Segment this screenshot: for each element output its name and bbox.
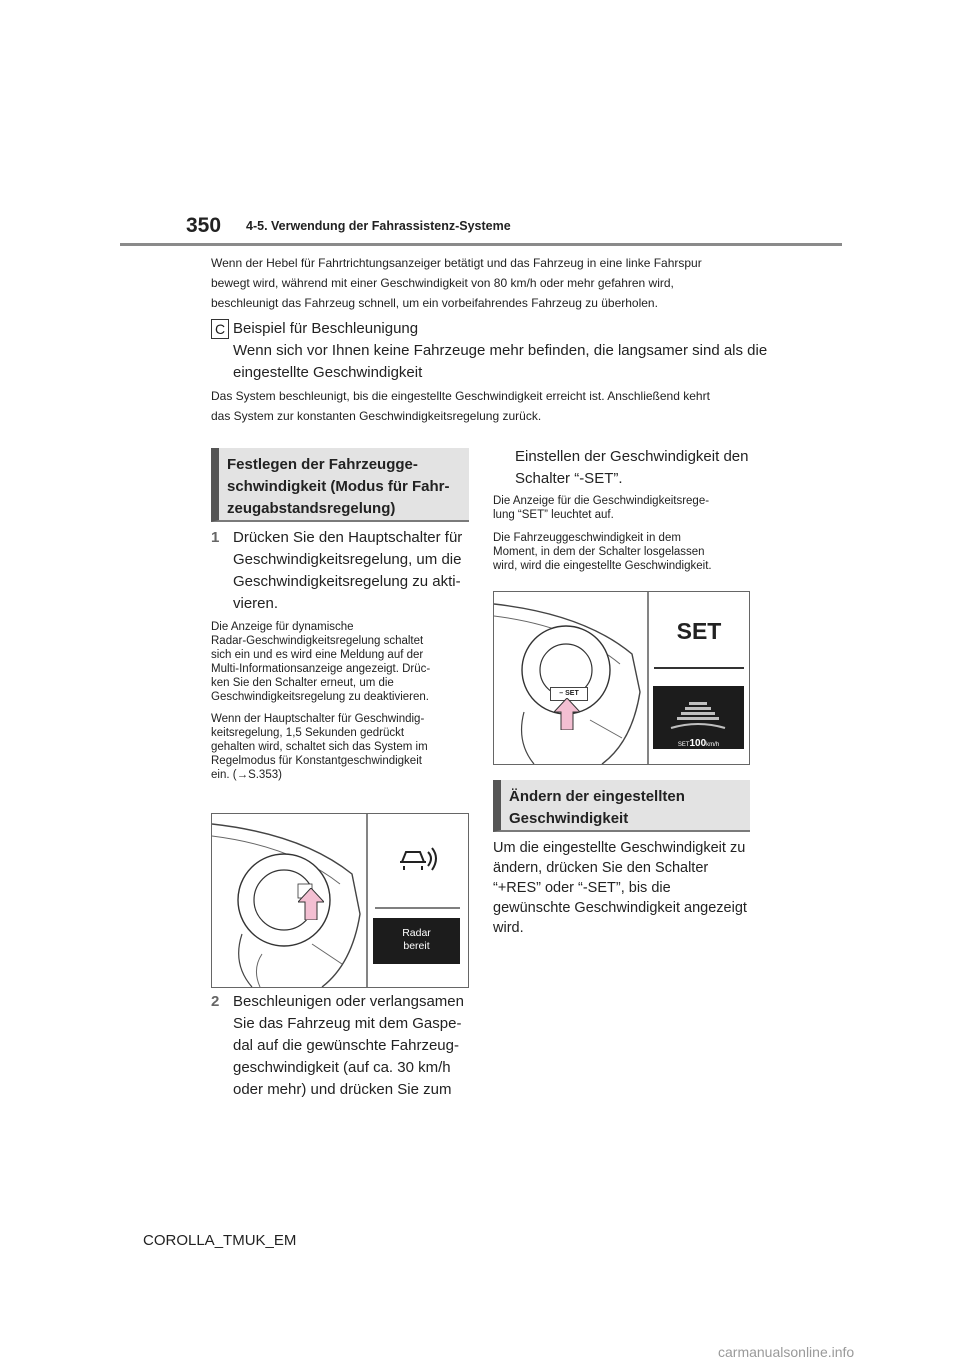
section-heading-change-speed <box>493 780 750 832</box>
example-label-box: C <box>211 319 229 339</box>
intro-line: beschleunigt das Fahrzeug schnell, um ein vorbeifahrendes Fahrzeug zu überholen. <box>211 296 658 310</box>
step-2 <box>211 991 471 1101</box>
note-line: Moment, in dem der Schalter losgelassen <box>493 546 705 558</box>
paragraph-line: gewünschte Geschwindigkeit angezeigt <box>493 900 747 916</box>
speed-prefix: SET <box>677 742 690 748</box>
radar-ready-display <box>373 918 460 964</box>
press-arrow-icon <box>298 888 324 920</box>
step-1 <box>211 527 471 615</box>
step-number: 1 <box>211 529 220 546</box>
heading-line: Festlegen der Fahrzeugge- <box>227 456 418 473</box>
figure-set-switch <box>493 591 750 765</box>
heading-line: Geschwindigkeit <box>509 810 629 827</box>
paragraph-line: “+RES” oder “-SET”, bis die <box>493 880 671 896</box>
intro-paragraph-2 <box>211 386 771 426</box>
watermark: carmanualsonline.info <box>718 1344 855 1360</box>
note-line: lung “SET” leuchtet auf. <box>493 509 614 521</box>
speed-value: 100 <box>689 738 707 749</box>
note-4 <box>493 531 753 573</box>
step-line: oder mehr) und drücken Sie zum <box>233 1081 452 1098</box>
example-line: Wenn sich vor Ihnen keine Fahrzeuge mehr befinden, die langsamer sind als die <box>233 342 768 359</box>
note-line: gehalten wird, schaltet sich das System im <box>211 741 428 753</box>
note-line: Multi-Informationsanzeige angezeigt. Drüc- <box>211 663 431 675</box>
note-line: Die Anzeige für die Geschwindigkeitsrege- <box>493 495 710 507</box>
example-line: eingestellte Geschwindigkeit <box>233 364 423 381</box>
step-line: Geschwindigkeitsregelung zu akti- <box>233 573 461 590</box>
change-speed-paragraph <box>493 838 755 938</box>
intro-line: Das System beschleunigt, bis die eingestellte Geschwindigkeit erreicht ist. Anschließend kehrt <box>211 389 710 403</box>
step-line: Schalter “-SET”. <box>515 470 623 487</box>
step-line: vieren. <box>233 595 279 612</box>
example-block <box>233 318 773 384</box>
step-2-continued <box>515 446 765 490</box>
note-line: ein. (→S.353) <box>211 769 282 781</box>
press-arrow-icon <box>554 698 580 730</box>
page-number: 350 <box>186 214 222 237</box>
radar-cruise-icon <box>400 848 436 870</box>
header-divider <box>120 243 842 246</box>
footer-model-code: COROLLA_TMUK_EM <box>143 1232 297 1249</box>
paragraph-line: Um die eingestellte Geschwindigkeit zu <box>493 840 746 856</box>
note-1 <box>211 620 471 704</box>
step-line: Geschwindigkeitsregelung, um die <box>233 551 462 568</box>
note-line: keitsregelung, 1,5 Sekunden gedrückt <box>211 727 405 739</box>
heading-line: schwindigkeit (Modus für Fahr- <box>227 478 450 495</box>
step-line: Drücken Sie den Hauptschalter für <box>233 529 463 546</box>
note-line: Radar-Geschwindigkeitsregelung schaltet <box>211 635 424 647</box>
note-line: wird, wird die eingestellte Geschwindigkeit. <box>493 560 712 572</box>
note-3 <box>493 494 753 522</box>
intro-paragraph <box>211 253 771 313</box>
step-line: Beschleunigen oder verlangsamen <box>233 993 464 1010</box>
intro-line: Wenn der Hebel für Fahrtrichtungsanzeiger betätigt und das Fahrzeug in eine linke Fahrspur <box>211 256 702 270</box>
set-speed-readout <box>653 733 744 751</box>
step-number: 2 <box>211 993 220 1010</box>
note-line: Geschwindigkeitsregelung zu deaktivieren. <box>211 691 429 703</box>
step-line: geschwindigkeit (auf ca. 30 km/h <box>233 1059 451 1076</box>
note-line: Die Anzeige für dynamische <box>211 621 354 633</box>
heading-line: zeugabstandsregelung) <box>227 500 396 517</box>
note-line: sich ein und es wird eine Meldung auf der <box>211 649 424 661</box>
example-title: Beispiel für Beschleunigung <box>233 320 419 337</box>
figure-main-switch <box>211 813 469 988</box>
set-indicator: SET <box>676 618 722 644</box>
speed-unit: km/h <box>706 742 720 748</box>
note-line: Regelmodus für Konstantgeschwindigkeit <box>211 755 422 767</box>
step-line: dal auf die gewünschte Fahrzeug- <box>233 1037 459 1054</box>
paragraph-line: wird. <box>493 920 524 936</box>
minus-set-switch: – SET <box>550 687 588 701</box>
section-title: 4-5. Verwendung der Fahrassistenz-Systeme <box>246 219 511 233</box>
note-line: Die Fahrzeuggeschwindigkeit in dem <box>493 532 681 544</box>
note-line: ken Sie den Schalter erneut, um die <box>211 677 394 689</box>
paragraph-line: ändern, drücken Sie den Schalter <box>493 860 709 876</box>
note-2 <box>211 712 471 782</box>
step-line: Einstellen der Geschwindigkeit den <box>515 448 749 465</box>
display-line: bereit <box>403 940 430 952</box>
lane-bars-icon <box>653 686 744 731</box>
intro-line: das System zur konstanten Geschwindigkeitsregelung zurück. <box>211 409 542 423</box>
section-heading-set-speed <box>211 448 469 522</box>
display-line: Radar <box>402 927 431 939</box>
intro-line: bewegt wird, während mit einer Geschwindigkeit von 80 km/h oder mehr gefahren wird, <box>211 276 674 290</box>
speed-display <box>653 686 744 749</box>
step-line: Sie das Fahrzeug mit dem Gaspe- <box>233 1015 462 1032</box>
note-line: Wenn der Hauptschalter für Geschwindig- <box>211 713 425 725</box>
heading-line: Ändern der eingestellten <box>509 788 685 805</box>
